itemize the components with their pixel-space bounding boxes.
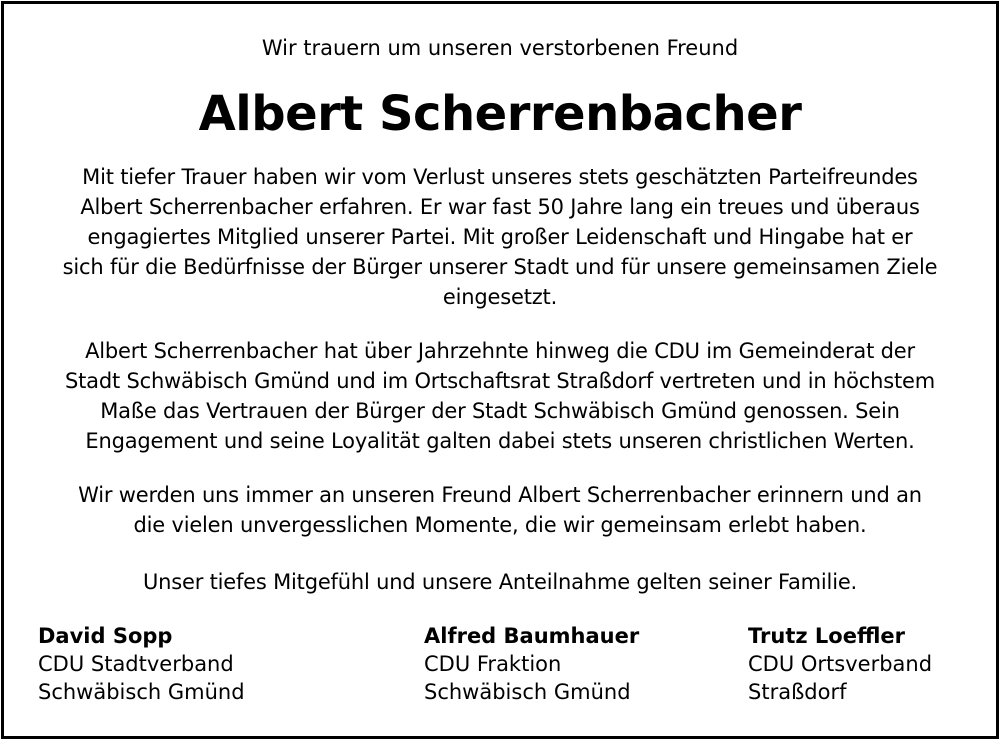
deceased-name: Albert Scherrenbacher xyxy=(198,86,802,142)
intro-line: Wir trauern um unseren verstorbenen Freund xyxy=(261,36,739,60)
paragraph-line: sich für die Bedürfnisse der Bürger unserer Stadt und für unsere gemeinsamen Ziele xyxy=(62,255,938,279)
paragraph-line: Stadt Schwäbisch Gmünd und im Ortschaftsrat Straßdorf vertreten und in höchstem xyxy=(65,369,935,393)
signatory-name: Trutz Loeffler xyxy=(748,624,905,648)
signatory-place: Schwäbisch Gmünd xyxy=(38,680,245,704)
paragraph-line: eingesetzt. xyxy=(442,285,558,309)
paragraph-sympathy xyxy=(24,567,976,597)
paragraph-line: Engagement und seine Loyalität galten dabei stets unseren christlichen Werten. xyxy=(85,429,915,453)
signatory-block xyxy=(38,622,245,706)
paragraph-line: engagiertes Mitglied unserer Partei. Mit großer Leidenschaft und Hingabe hat er xyxy=(87,225,913,249)
signatory-place: Schwäbisch Gmünd xyxy=(424,680,631,704)
paragraph-line: Albert Scherrenbacher erfahren. Er war fast 50 Jahre lang ein treues und überaus xyxy=(80,195,920,219)
signatory-organization: CDU Ortsverband xyxy=(748,652,933,676)
paragraph-condolence xyxy=(24,162,976,312)
paragraph-line: Unser tiefes Mitgefühl und unsere Anteilnahme gelten seiner Familie. xyxy=(142,570,858,594)
signatory-name: Alfred Baumhauer xyxy=(424,624,640,648)
signatory-name: David Sopp xyxy=(38,624,173,648)
paragraph-line: Maße das Vertrauen der Bürger der Stadt Schwäbisch Gmünd genossen. Sein xyxy=(100,399,900,423)
signatory-block xyxy=(424,622,639,706)
paragraph-line: Wir werden uns immer an unseren Freund Albert Scherrenbacher erinnern und an xyxy=(78,483,922,507)
paragraph-service xyxy=(24,336,976,456)
signatory-organization: CDU Fraktion xyxy=(424,652,562,676)
paragraph-line: Albert Scherrenbacher hat über Jahrzehnte hinweg die CDU im Gemeinderat der xyxy=(85,339,915,363)
paragraph-remembrance xyxy=(24,480,976,540)
signatory-block xyxy=(748,622,932,706)
paragraph-line: Mit tiefer Trauer haben wir vom Verlust unseres stets geschätzten Parteifreundes xyxy=(82,165,918,189)
paragraph-line: die vielen unvergesslichen Momente, die wir gemeinsam erlebt haben. xyxy=(133,513,867,537)
signatory-organization: CDU Stadtverband xyxy=(38,652,234,676)
obituary-notice xyxy=(1,1,999,739)
signatory-place: Straßdorf xyxy=(748,680,847,704)
